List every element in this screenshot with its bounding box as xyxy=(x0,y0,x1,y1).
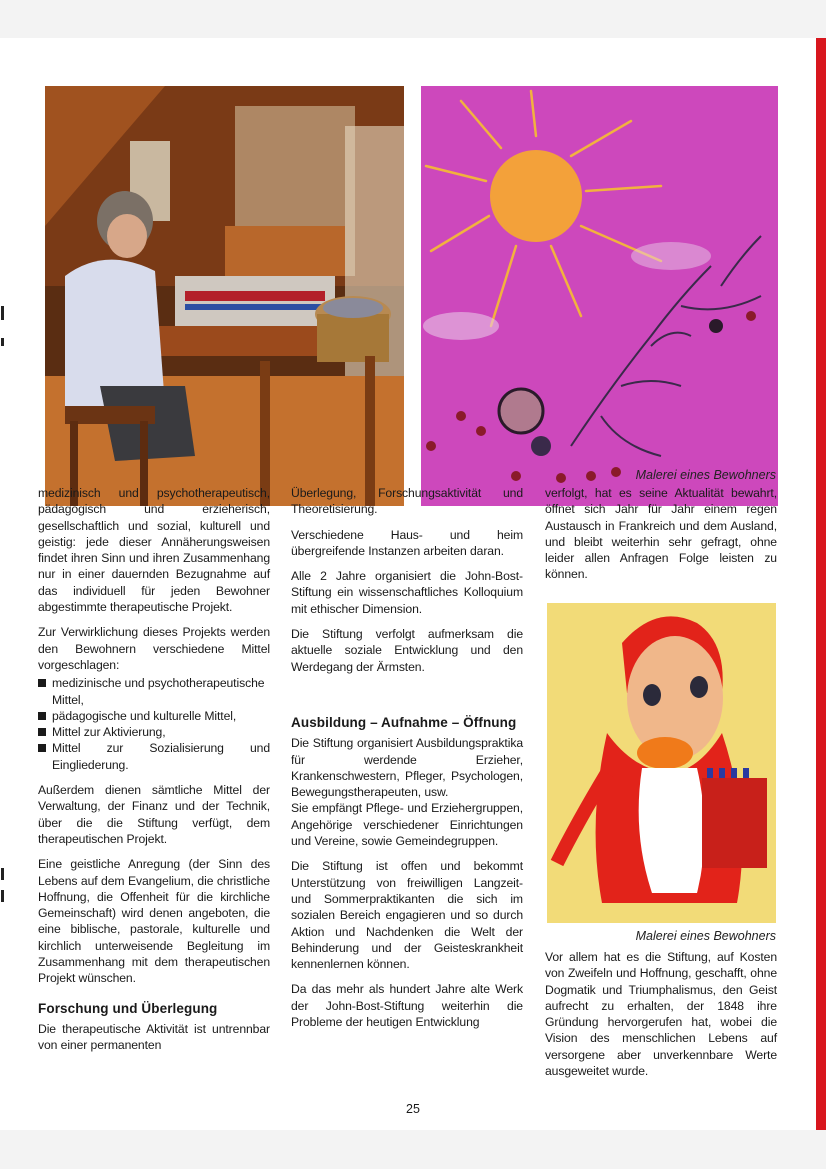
paragraph: Eine geistliche Anregung (der Sinn des Lebens auf dem Evangelium, die christliche Hoffnung, die Offenheit für die kirchliche Gemeinschaft) wird denen angeboten, die eine biblische, pastorale, kulturelle und kirchlich unterweisende Begleitung im Zusammenhang mit dem therapeutischen Projekt wünschen. xyxy=(38,857,270,986)
paragraph: Sie empfängt Pflege- und Erziehergruppen, Angehörige verschiedener Einrichtungen und Vereine, sowie Gemeindegruppen. xyxy=(291,801,523,849)
means-list xyxy=(38,675,270,773)
text-column-2 xyxy=(291,485,523,1039)
section-heading: Forschung und Überlegung xyxy=(38,1000,218,1016)
painting-red-figure xyxy=(547,603,776,923)
paragraph: medizinisch und psychotherapeutisch, pädagogisch und erzieherisch, gesellschaftlich und sozial, kulturell und geistig: jede dieser Annäherungsweisen findet ihren Sinn und ihren Zusammenhang nur in einer dauernden Bezugnahme auf das individuell für jeden Bewohner abgestimmte therapeutische Projekt. xyxy=(38,486,270,615)
list-item: Mittel zur Sozialisierung und Eingliederung. xyxy=(38,740,270,773)
paragraph: Die Stiftung verfolgt aufmerksam die aktuelle soziale Entwicklung und den Werdegang der Ärmsten. xyxy=(291,627,523,674)
paragraph: Die Stiftung ist offen und bekommt Unterstützung von freiwilligen Langzeit- und Sommerpraktikanten die sich im sozialen Bereich engagieren und so durch Aktion und Nachdenken die Welt der Behinderung und der Geisteskrankheit kennenlernen können. xyxy=(291,859,523,972)
list-item: pädagogische und kulturelle Mittel, xyxy=(38,708,270,724)
page-number: 25 xyxy=(406,1102,420,1116)
paragraph: verfolgt, hat es seine Aktualität bewahrt, öffnet sich Jahr für Jahr einem regen Austausch in Frankreich und dem Ausland, und bleibt weiterhin sehr gefragt, ohne leider allen Anfragen Folge leisten zu können. xyxy=(545,486,777,582)
text-column-1 xyxy=(38,485,270,1063)
photo-weaving-loom xyxy=(45,86,404,506)
paragraph: Alle 2 Jahre organisiert die John-Bost-Stiftung ein wissenschaftliches Kolloquium mit ethischer Dimension. xyxy=(291,569,523,616)
painting-caption-1: Malerei eines Bewohners xyxy=(635,468,776,482)
paragraph: Vor allem hat es die Stiftung, auf Kosten von Zweifeln und Hoffnung, geschafft, ohne Dogmatik und Triumphalismus, den Geist aufrecht zu erhalten, der 1848 ihre Gründung hervorgerufen hat, wobei die Vision des menschlichen Lebens auf versorgene aber unverkennbare Werte ausgeweitet wurde. xyxy=(545,950,777,1079)
section-heading: Ausbildung – Aufnahme – Öffnung xyxy=(291,714,517,730)
paragraph: Außerdem dienen sämtliche Mittel der Verwaltung, der Finanz und der Technik, über die die Stiftung verfügt, dem therapeutischen Projekt. xyxy=(38,783,270,846)
red-edge-band xyxy=(816,38,826,1130)
paragraph: Zur Verwirklichung dieses Projekts werden den Bewohnern verschiedene Mittel vorgeschlagen: xyxy=(38,625,270,672)
text-column-3-lower xyxy=(545,949,777,1088)
margin-mark xyxy=(1,306,4,320)
painting-magenta-sun xyxy=(421,86,778,506)
document-page xyxy=(0,38,826,1130)
paragraph: Überlegung, Forschungsaktivität und Theoretisierung. xyxy=(291,486,523,517)
list-item: Mittel zur Aktivierung, xyxy=(38,724,270,740)
margin-mark xyxy=(1,868,4,880)
margin-mark xyxy=(1,890,4,902)
paragraph: Die Stiftung organisiert Ausbildungspraktika für werdende Erzieher, Krankenschwestern, Pfleger, Psychologen, Bewegungstherapeuten, usw. xyxy=(291,736,523,800)
text-column-3 xyxy=(545,485,777,592)
margin-mark xyxy=(1,338,4,346)
painting-caption-2: Malerei eines Bewohners xyxy=(635,929,776,943)
paragraph: Verschiedene Haus- und heim übergreifende Instanzen arbeiten daran. xyxy=(291,527,523,558)
paragraph: Die therapeutische Aktivität ist untrennbar von einer permanenten xyxy=(38,1021,270,1053)
list-item: medizinische und psychotherapeutische Mittel, xyxy=(38,675,270,708)
paragraph: Da das mehr als hundert Jahre alte Werk der John-Bost-Stiftung weiterhin die Probleme der heutigen Entwicklung xyxy=(291,982,523,1030)
